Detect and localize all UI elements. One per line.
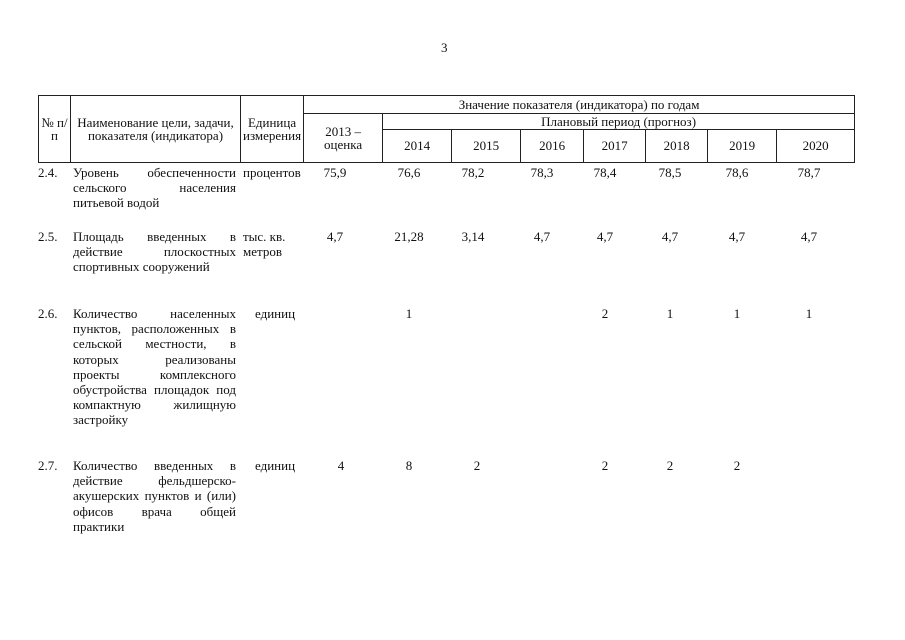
header-estimate: 2013 – оценка [304, 114, 383, 163]
header-plan: Плановый период (прогноз) [383, 114, 855, 130]
row-unit: процентов [243, 165, 301, 180]
page-number: 3 [441, 40, 448, 55]
header-year: 2020 [777, 130, 855, 163]
header-year: 2019 [708, 130, 777, 163]
row-value: 4,7 [596, 229, 614, 244]
row-value: 2 [601, 458, 609, 473]
row-value: 78,4 [593, 165, 617, 180]
row-value: 4,7 [661, 229, 679, 244]
row-value: 3,14 [461, 229, 485, 244]
row-value: 2 [601, 306, 609, 321]
row-value: 4,7 [728, 229, 746, 244]
header-values: Значение показателя (индикатора) по годам [304, 96, 855, 114]
row-value: 78,2 [461, 165, 485, 180]
row-unit: единиц [255, 458, 296, 473]
row-value: 21,28 [394, 229, 424, 244]
row-value: 1 [805, 306, 813, 321]
header-unit: Единица измерения [241, 96, 304, 163]
row-unit: единиц [255, 306, 296, 321]
header-year: 2016 [521, 130, 584, 163]
row-value: 2 [733, 458, 741, 473]
header-year: 2015 [452, 130, 521, 163]
row-number: 2.5. [38, 229, 58, 244]
header-name: Наименование цели, задачи, показателя (индикатора) [71, 96, 241, 163]
row-name: Количество введенных в действие фельдшерско-акушерских пунктов и (или) офисов врача общей практики [73, 458, 236, 534]
row-value: 4 [337, 458, 345, 473]
row-value: 2 [473, 458, 481, 473]
row-value: 1 [666, 306, 674, 321]
table-header [38, 95, 855, 163]
row-number: 2.6. [38, 306, 58, 321]
row-value: 1 [733, 306, 741, 321]
row-value: 8 [405, 458, 413, 473]
row-value: 75,9 [323, 165, 347, 180]
row-value: 78,6 [725, 165, 749, 180]
header-year: 2018 [646, 130, 708, 163]
row-number: 2.7. [38, 458, 58, 473]
row-value: 78,7 [797, 165, 821, 180]
header-year: 2017 [584, 130, 646, 163]
row-number: 2.4. [38, 165, 58, 180]
row-name: Уровень обеспеченности сельского населения питьевой водой [73, 165, 236, 211]
row-value: 78,3 [530, 165, 554, 180]
header-year: 2014 [383, 130, 452, 163]
header-num: № п/п [39, 96, 71, 163]
row-value: 4,7 [800, 229, 818, 244]
row-name: Количество населенных пунктов, расположенных в сельской местности, в которых реализованы проекты комплексного обустройства площадок под компактную жилищную застройку [73, 306, 236, 428]
row-value: 76,6 [397, 165, 421, 180]
row-value: 1 [405, 306, 413, 321]
row-value: 4,7 [533, 229, 551, 244]
row-value: 78,5 [658, 165, 682, 180]
row-value: 4,7 [326, 229, 344, 244]
row-name: Площадь введенных в действие плоскостных спортивных сооружений [73, 229, 236, 275]
row-unit: тыс. кв. метров [243, 229, 286, 260]
row-value: 2 [666, 458, 674, 473]
